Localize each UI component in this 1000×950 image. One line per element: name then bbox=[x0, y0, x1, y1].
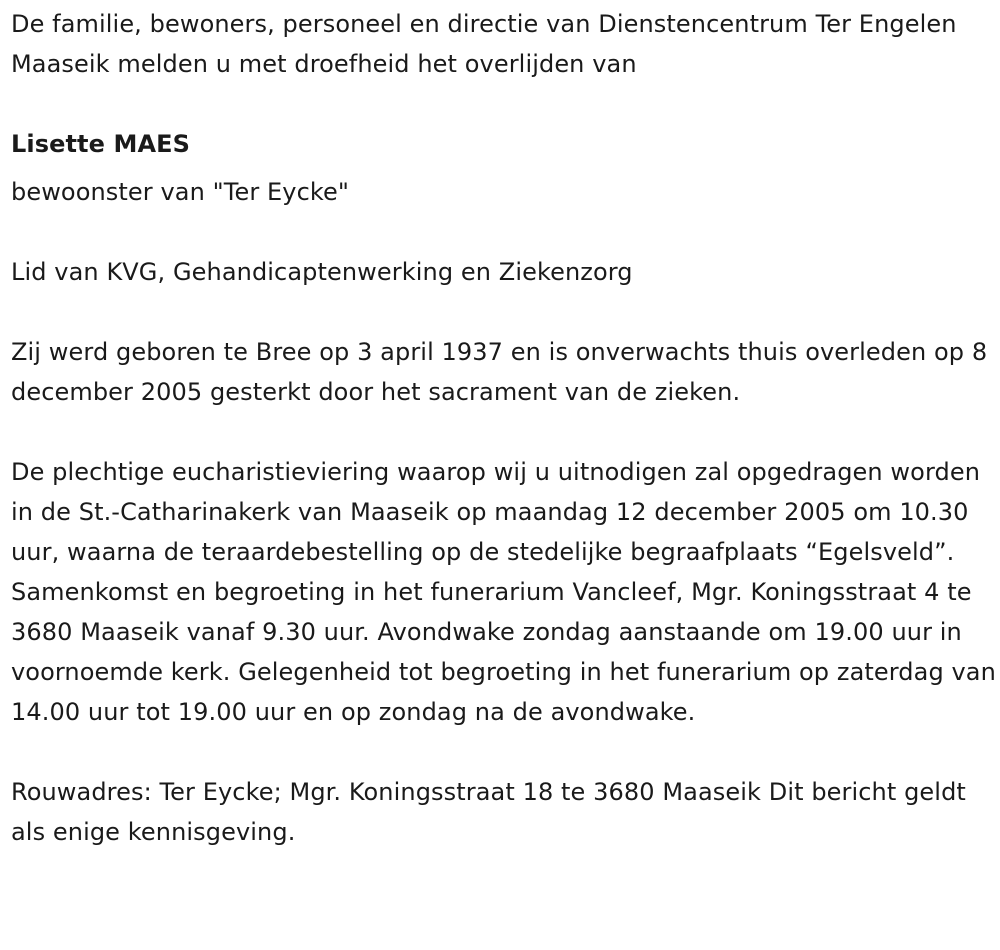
deceased-name: Lisette MAES bbox=[11, 130, 190, 158]
death-notice bbox=[11, 4, 996, 852]
birth-death-paragraph: Zij werd geboren te Bree op 3 april 1937 en is onverwachts thuis overleden op 8 december 2005 gesterkt door het sacrament van de zieken. bbox=[11, 338, 988, 406]
resident-line: bewoonster van "Ter Eycke" bbox=[11, 178, 350, 206]
intro-paragraph: De familie, bewoners, personeel en directie van Dienstencentrum Ter Engelen Maaseik melden u met droefheid het overlijden van bbox=[11, 10, 957, 78]
ceremony-paragraph: De plechtige eucharistieviering waarop wij u uitnodigen zal opgedragen worden in de St.-Catharinakerk van Maaseik op maandag 12 december 2005 om 10.30 uur, waarna de teraardebestelling op de stedelijke begraafplaats “Egelsveld”. Samenkomst en begroeting in het funerarium Vancleef, Mgr. Koningsstraat 4 te 3680 Maaseik vanaf 9.30 uur. Avondwake zondag aanstaande om 19.00 uur in voornoemde kerk. Gelegenheid tot begroeting in het funerarium op zaterdag van 14.00 uur tot 19.00 uur en op zondag na de avondwake. bbox=[11, 458, 996, 726]
address-paragraph: Rouwadres: Ter Eycke; Mgr. Koningsstraat 18 te 3680 Maaseik Dit bericht geldt als enige kennisgeving. bbox=[11, 778, 966, 846]
membership-line: Lid van KVG, Gehandicaptenwerking en Ziekenzorg bbox=[11, 258, 633, 286]
